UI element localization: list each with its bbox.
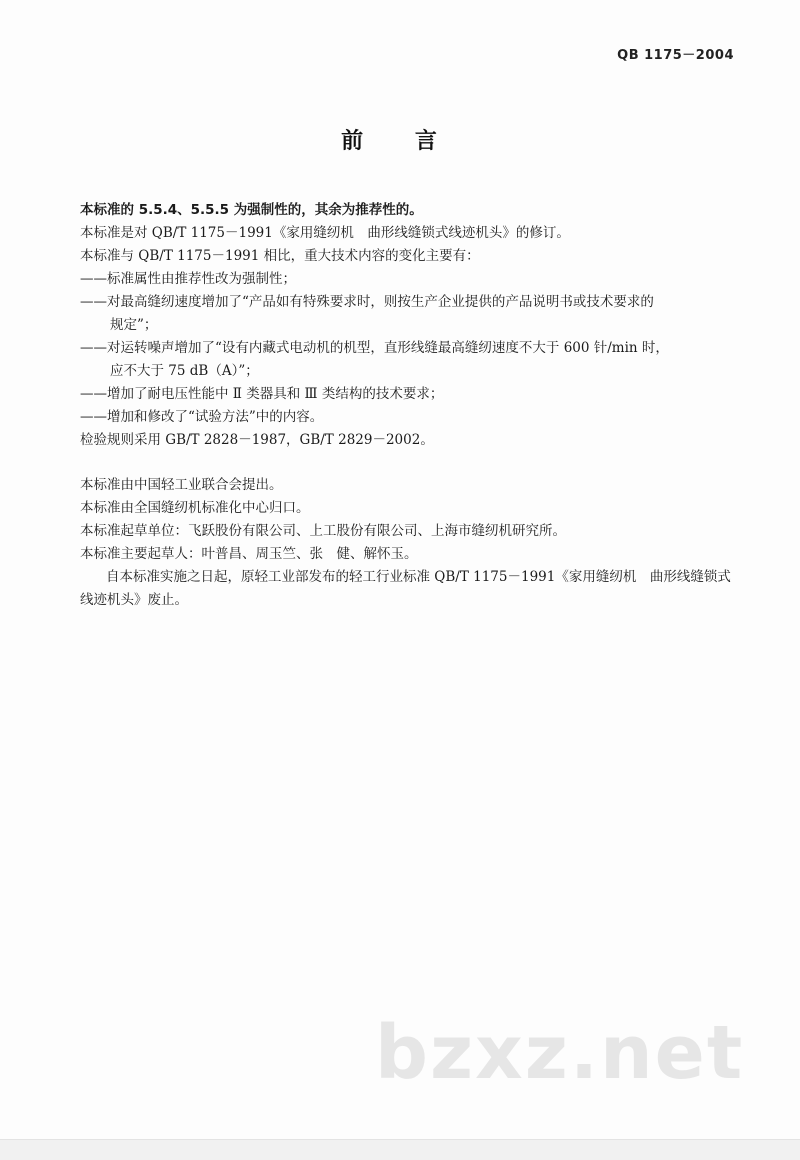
change-item-3-cont: 应不大于 75 dB（A）”；: [110, 363, 259, 379]
page-title: 前 言: [341, 129, 459, 154]
document-code: QB 1175－2004: [617, 48, 734, 63]
proposer-line: 本标准由中国轻工业联合会提出。: [80, 477, 283, 493]
change-item-2: ——对最高缝纫速度增加了“产品如有特殊要求时，则按生产企业提供的产品说明书或技术要求的: [80, 294, 654, 310]
change-item-1: ——标准属性由推荐性改为强制性；: [80, 271, 296, 287]
change-item-5: ——增加和修改了“试验方法”中的内容。: [80, 409, 324, 425]
foreword-body: [80, 199, 740, 612]
drafters-line: 本标准主要起草人：叶普昌、周玉竺、张 健、解怀玉。: [80, 546, 418, 562]
change-item-4: ——增加了耐电压性能中 Ⅱ 类器具和 Ⅲ 类结构的技术要求；: [80, 386, 444, 402]
paragraph-gap: [80, 452, 740, 474]
drafting-units-line: 本标准起草单位：飞跃股份有限公司、上工股份有限公司、上海市缝纫机研究所。: [80, 523, 566, 539]
supersede-paragraph: 自本标准实施之日起，原轻工业部发布的轻工行业标准 QB/T 1175－1991《家用缝纫机 曲形线缝锁式线迹机头》废止。: [80, 569, 731, 608]
inspection-rules-line: 检验规则采用 GB/T 2828－1987，GB/T 2829－2002。: [80, 432, 434, 448]
mandatory-clause-line: 本标准的 5.5.4、5.5.5 为强制性的，其余为推荐性的。: [80, 202, 423, 218]
change-item-2-cont: 规定”；: [110, 317, 158, 333]
watermark-text: bzxz.net: [375, 1010, 745, 1096]
bottom-strip: [0, 1139, 800, 1160]
revision-line: 本标准是对 QB/T 1175－1991《家用缝纫机 曲形线缝锁式线迹机头》的修订。: [80, 225, 570, 241]
centralized-line: 本标准由全国缝纫机标准化中心归口。: [80, 500, 310, 516]
change-item-3: ——对运转噪声增加了“设有内藏式电动机的机型，直形线缝最高缝纫速度不大于 600 针/min 时，: [80, 340, 669, 356]
changes-intro-line: 本标准与 QB/T 1175－1991 相比，重大技术内容的变化主要有：: [80, 248, 480, 264]
